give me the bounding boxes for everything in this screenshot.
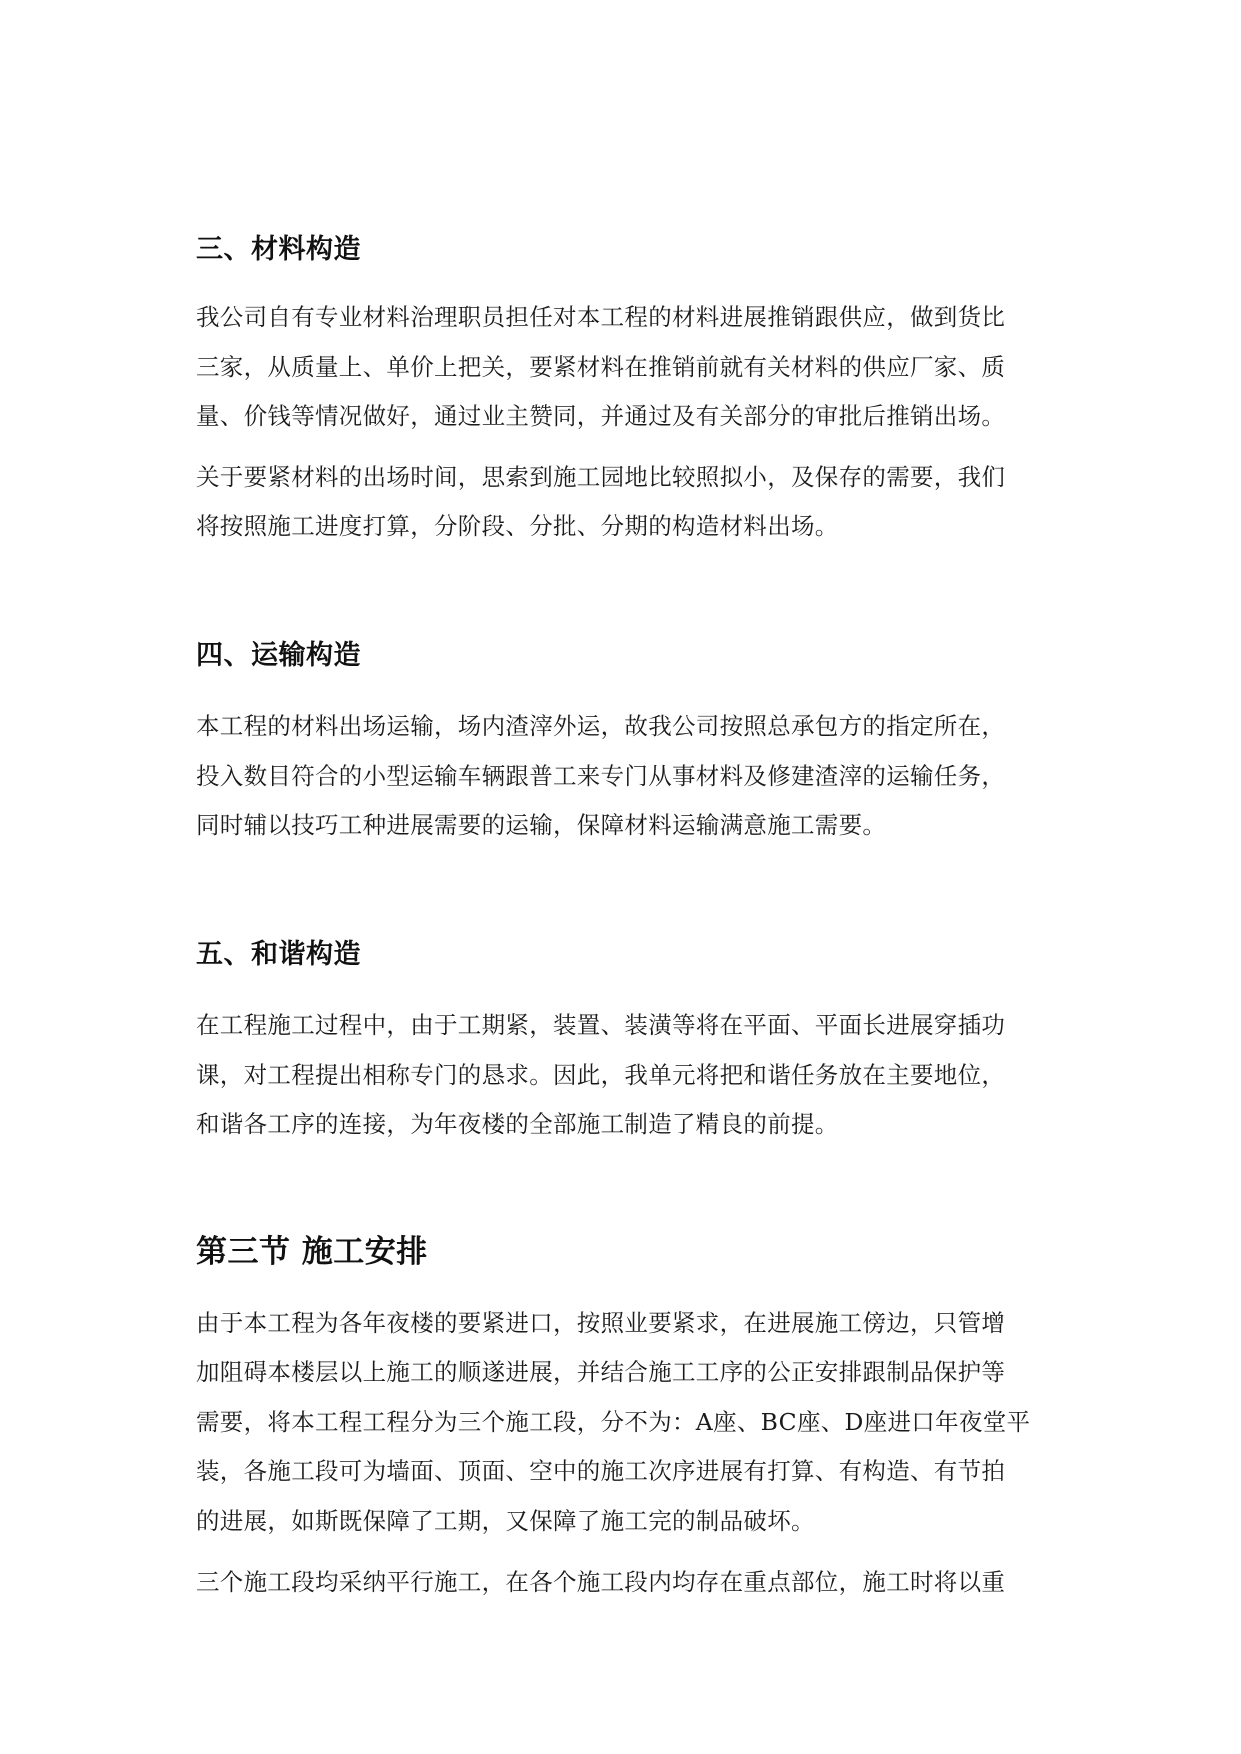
paragraph-line: 需要，将本工程工程分为三个施工段，分不为：A座、BC座、D座进口年夜堂平 [196, 1408, 1031, 1436]
section-heading-materials: 三、材料构造 [196, 234, 361, 265]
paragraph-line: 由于本工程为各年夜楼的要紧进口，按照业要紧求，在进展施工傍边，只管增 [196, 1309, 1006, 1337]
paragraph-line: 课，对工程提出相称专门的恳求。因此，我单元将把和谐任务放在主要地位， [196, 1061, 1006, 1089]
paragraph-line: 和谐各工序的连接，为年夜楼的全部施工制造了精良的前提。 [196, 1110, 839, 1138]
paragraph-line: 三个施工段均采纳平行施工，在各个施工段内均存在重点部位，施工时将以重 [196, 1568, 1006, 1596]
paragraph-line: 在工程施工过程中，由于工期紧，装置、装潢等将在平面、平面长进展穿插功 [196, 1011, 1006, 1039]
paragraph-line: 的进展，如斯既保障了工期，又保障了施工完的制品破坏。 [196, 1507, 815, 1535]
paragraph-line: 投入数目符合的小型运输车辆跟普工来专门从事材料及修建渣滓的运输任务， [196, 762, 1006, 790]
paragraph-line: 将按照施工进度打算，分阶段、分批、分期的构造材料出场。 [196, 512, 839, 540]
paragraph-line: 加阻碍本楼层以上施工的顺遂进展，并结合施工工序的公正安排跟制品保护等 [196, 1358, 1006, 1386]
paragraph-line: 我公司自有专业材料治理职员担任对本工程的材料进展推销跟供应，做到货比 [196, 303, 1006, 331]
paragraph-line: 量、价钱等情况做好，通过业主赞同，并通过及有关部分的审批后推销出场。 [196, 402, 1006, 430]
section-heading-coordination: 五、和谐构造 [196, 939, 361, 970]
section-heading-transport: 四、运输构造 [196, 640, 361, 671]
paragraph-line: 装，各施工段可为墙面、顶面、空中的施工次序进展有打算、有构造、有节拍 [196, 1457, 1006, 1485]
paragraph-line: 关于要紧材料的出场时间，思索到施工园地比较照拟小，及保存的需要，我们 [196, 463, 1006, 491]
paragraph-line: 本工程的材料出场运输，场内渣滓外运，故我公司按照总承包方的指定所在， [196, 712, 1006, 740]
chapter-heading-arrangement: 第三节 施工安排 [196, 1234, 428, 1270]
paragraph-line: 三家，从质量上、单价上把关，要紧材料在推销前就有关材料的供应厂家、质 [196, 353, 1006, 381]
paragraph-line: 同时辅以技巧工种进展需要的运输，保障材料运输满意施工需要。 [196, 811, 887, 839]
